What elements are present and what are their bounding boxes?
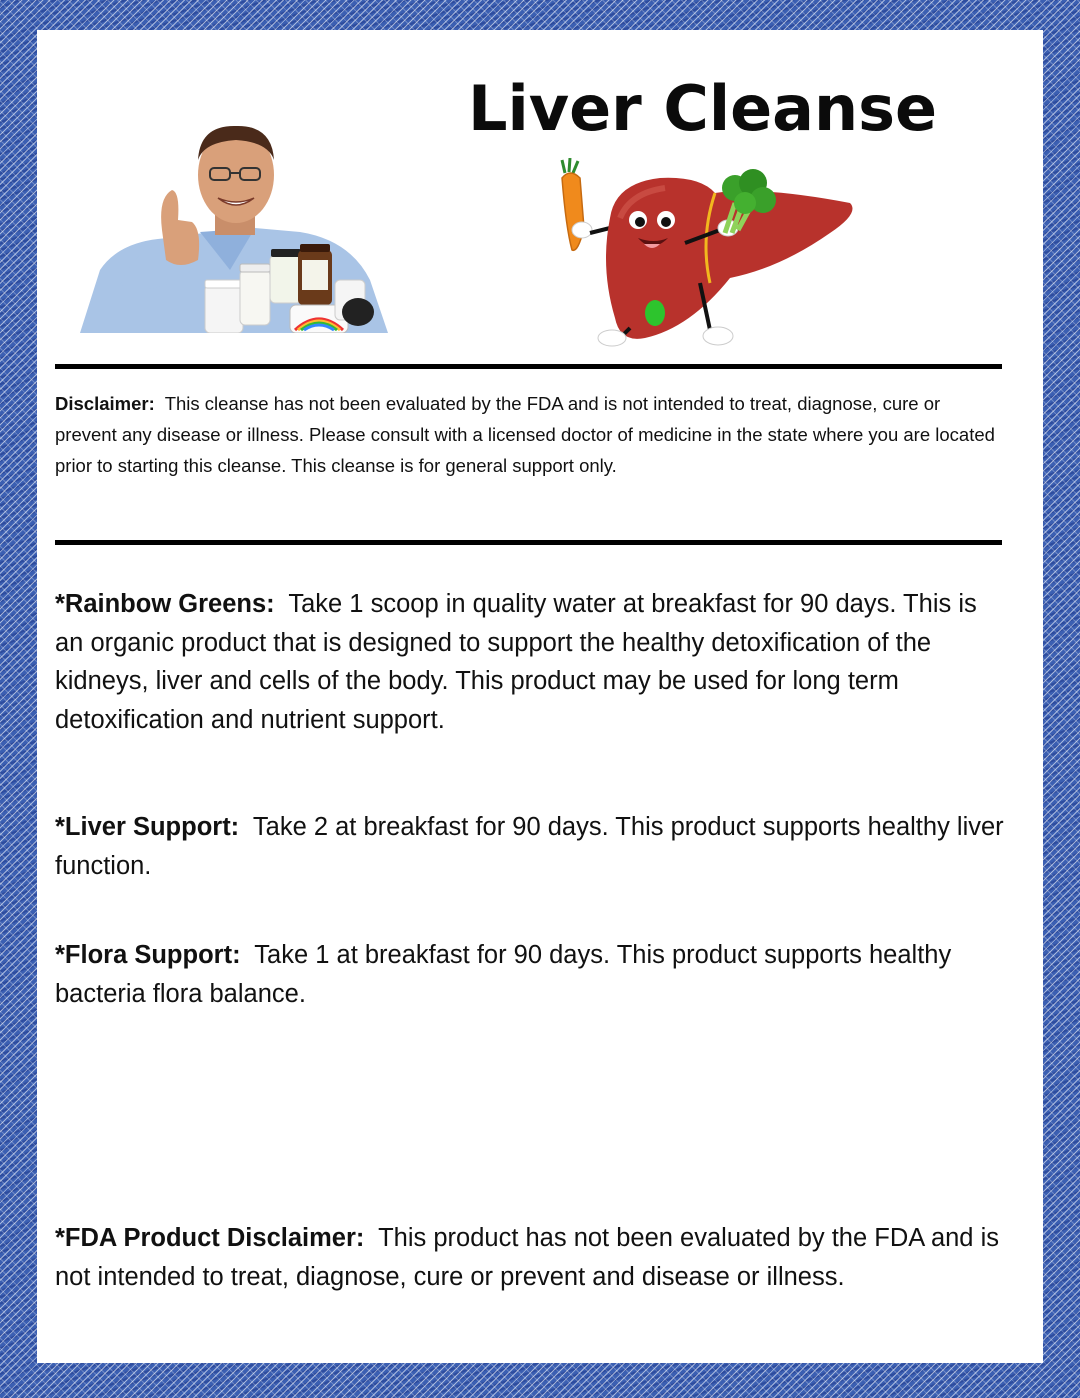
product-label: *Liver Support:	[55, 813, 240, 841]
fda-disclaimer-text: This product has not been evaluated by the FDA and is not intended to treat, diagnose, cure or prevent and disease or illness.	[55, 1224, 999, 1291]
page-title: Liver Cleanse	[467, 72, 938, 145]
cartoon-liver-icon	[560, 158, 860, 348]
disclaimer-paragraph	[55, 388, 1005, 481]
divider-top	[55, 364, 1002, 369]
product-text: Take 1 scoop in quality water at breakfast for 90 days. This is an organic product that is designed to support the healthy detoxification of the kidneys, liver and cells of the body. This product may be used for long term detoxification and nutrient support.	[55, 590, 977, 734]
product-flora-support	[55, 936, 1005, 1013]
man-thumbs-up-photo	[80, 120, 388, 333]
disclaimer-text: This cleanse has not been evaluated by the FDA and is not intended to treat, diagnose, cure or prevent any disease or illness. Please consult with a licensed doctor of medicine in the state where you are located prior to starting this cleanse. This cleanse is for general support only.	[55, 393, 995, 476]
product-label: *Rainbow Greens:	[55, 590, 275, 618]
product-text: Take 2 at breakfast for 90 days. This product supports healthy liver function.	[55, 813, 1004, 880]
fda-disclaimer-label: *FDA Product Disclaimer:	[55, 1224, 365, 1252]
fda-product-disclaimer	[55, 1219, 1005, 1296]
product-rainbow-greens	[55, 585, 1005, 739]
product-label: *Flora Support:	[55, 941, 241, 969]
product-liver-support	[55, 808, 1005, 885]
product-text: Take 1 at breakfast for 90 days. This product supports healthy bacteria flora balance.	[55, 941, 952, 1008]
liver-mascot-illustration	[560, 158, 860, 348]
disclaimer-label: Disclaimer:	[55, 393, 155, 414]
divider-bottom	[55, 540, 1002, 545]
man-thumbs-up-with-supplement-bottles-icon	[80, 120, 388, 333]
